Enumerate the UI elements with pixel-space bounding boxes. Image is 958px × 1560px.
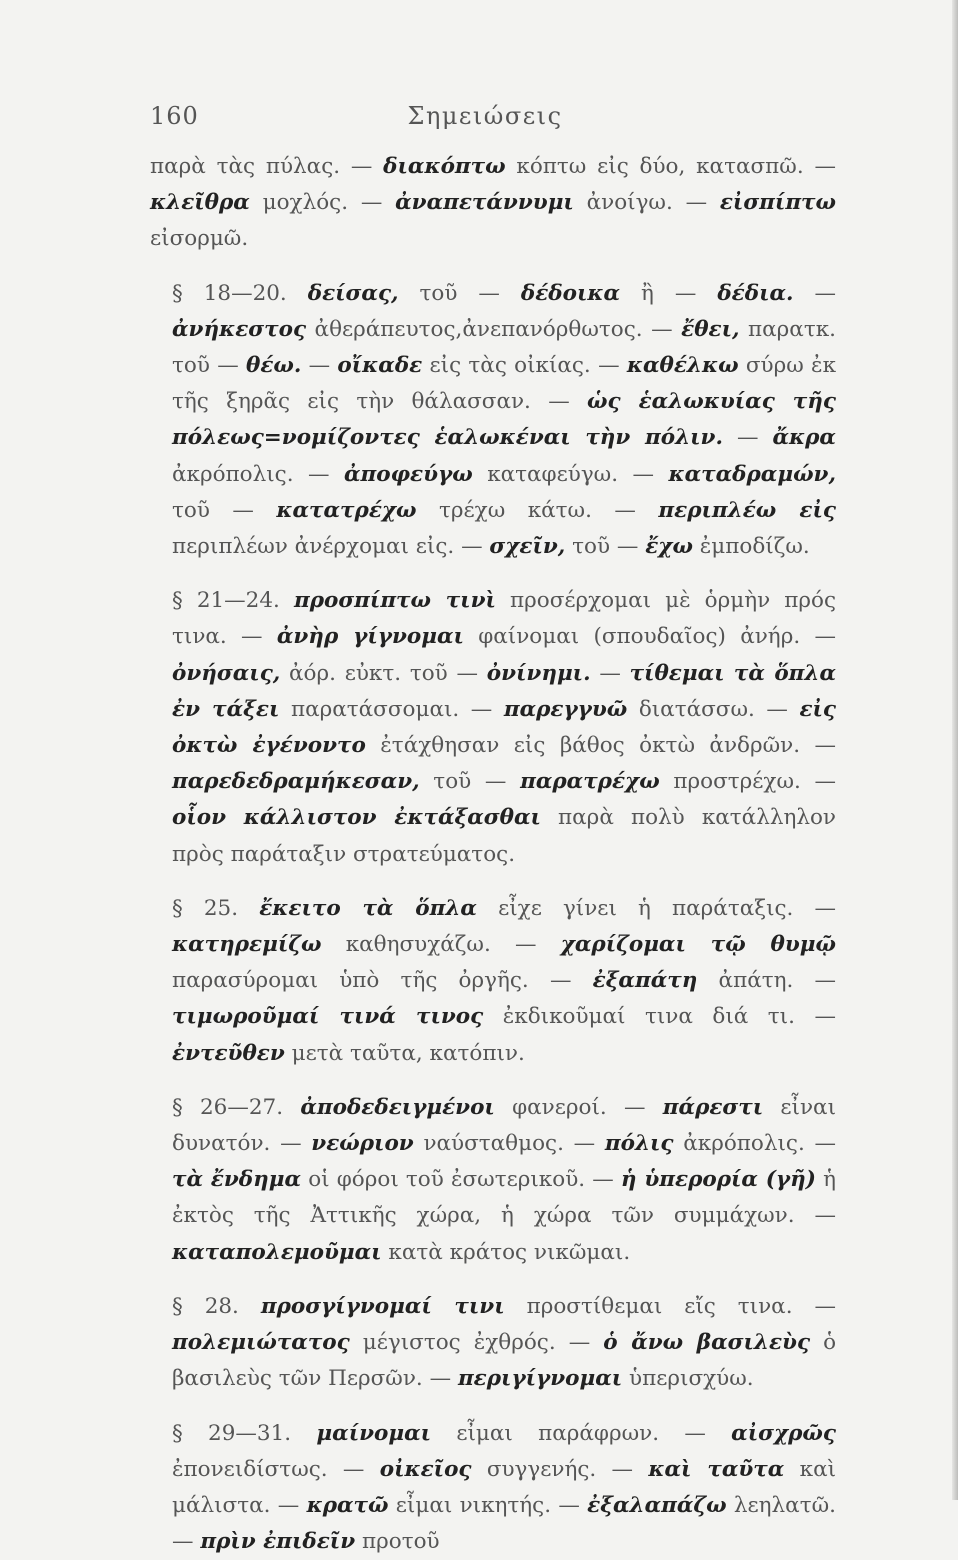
- dash-separator: —: [172, 1529, 200, 1554]
- lemma-term: τὰ ἔνδημα: [172, 1167, 301, 1192]
- section-marker: § 26—27.: [172, 1095, 283, 1120]
- gloss-text: παρὰ πολὺ κατάλληλον πρὸς παράταξιν στρατεύματος.: [172, 805, 836, 866]
- lemma-term: εἰσπίπτω: [720, 190, 836, 215]
- dash-separator: —: [241, 624, 277, 649]
- lemma-term: καὶ ταῦτα: [648, 1457, 784, 1482]
- lemma-term: ἀνήκεστος: [172, 317, 306, 342]
- lemma-term: παρεγγυῶ: [504, 697, 627, 722]
- dash-separator: —: [815, 1203, 837, 1228]
- lemma-term: ἐξαλαπάζω: [587, 1493, 726, 1518]
- lemma-term: ὀνίνημι.: [487, 661, 591, 686]
- gloss-text: παρατάσσομαι.: [291, 697, 459, 722]
- dash-separator: —: [548, 389, 587, 414]
- lemma-term: ἐξαπάτη: [593, 968, 698, 993]
- note-paragraph: [150, 583, 836, 873]
- dash-separator: —: [351, 154, 383, 179]
- lemma-term: ἐντεῦθεν: [172, 1041, 285, 1066]
- lemma-term: τίθεμαι τὰ ὅπλα ἐν τάξει: [172, 661, 836, 722]
- gloss-text: κατὰ κράτος νικῶμαι.: [388, 1240, 630, 1265]
- dash-separator: —: [617, 534, 645, 559]
- dash-separator: —: [471, 697, 504, 722]
- gloss-text: εἶχε γίνει ἡ παράταξις.: [498, 896, 793, 921]
- gloss-text: παρασύρομαι ὑπὸ τῆς ὀργῆς.: [172, 968, 529, 993]
- dash-separator: —: [814, 624, 836, 649]
- gloss-text: τοῦ: [420, 281, 458, 306]
- gloss-text: οἱ φόροι τοῦ ἐσωτερικοῦ.: [308, 1167, 585, 1192]
- lemma-term: ἔθει,: [681, 317, 739, 342]
- lemma-term: καθέλκω: [627, 353, 739, 378]
- lemma-term: κρατῶ: [307, 1493, 389, 1518]
- section-marker: § 25.: [172, 896, 238, 921]
- dash-separator: —: [815, 896, 837, 921]
- gloss-text: προτοῦ: [362, 1529, 440, 1554]
- dash-separator: —: [815, 769, 837, 794]
- lemma-term: θέω.: [246, 353, 301, 378]
- lemma-term: ἔχω: [645, 534, 693, 559]
- gloss-text: ἀνοίγω.: [587, 190, 673, 215]
- page-number: 160: [150, 102, 199, 130]
- gloss-text: εἶναι δυνατόν.: [172, 1095, 836, 1156]
- lemma-term: δέδια.: [717, 281, 793, 306]
- lemma-term: περιπλέω εἰς: [658, 498, 836, 523]
- dash-separator: —: [815, 968, 837, 993]
- dash-separator: —: [599, 661, 629, 686]
- gloss-text: τοῦ: [172, 498, 210, 523]
- note-paragraph: [150, 891, 836, 1072]
- lemma-term: παρεδεδραμήκεσαν,: [172, 769, 420, 794]
- lemma-term: προσγίγνομαί τινι: [261, 1294, 505, 1319]
- dash-separator: —: [814, 281, 836, 306]
- gloss-text: παρὰ τὰς πύλας.: [150, 154, 340, 179]
- dash-separator: —: [478, 281, 520, 306]
- dash-separator: —: [814, 154, 836, 179]
- lemma-term: οἷον κάλλιστον ἐκτάξασθαι: [172, 805, 541, 830]
- gloss-text: καθησυχάζω.: [346, 932, 491, 957]
- dash-separator: —: [558, 1493, 587, 1518]
- gloss-text: ἀκρόπολις.: [683, 1131, 805, 1156]
- lemma-term: μαίνομαι: [316, 1421, 431, 1446]
- gloss-text: ἢ: [641, 281, 654, 306]
- dash-separator: —: [684, 1421, 731, 1446]
- dash-separator: —: [361, 190, 395, 215]
- dash-separator: —: [598, 353, 627, 378]
- lemma-term: παρατρέχω: [520, 769, 660, 794]
- gloss-text: ἐτάχθησαν εἰς βάθος ὀκτὼ ἀνδρῶν.: [380, 733, 800, 758]
- lemma-term: καταδραμών,: [668, 462, 835, 487]
- gloss-text: μετὰ ταῦτα, κατόπιν.: [292, 1041, 525, 1066]
- notes-body: [150, 149, 836, 1560]
- gloss-text: ἀόρ. εὐκτ. τοῦ: [289, 661, 448, 686]
- lemma-term: περιγίγνομαι: [458, 1366, 622, 1391]
- gloss-text: εἰς τὰς οἰκίας.: [430, 353, 591, 378]
- running-title: Σημειώσεις: [150, 102, 820, 130]
- dash-separator: —: [278, 1493, 307, 1518]
- dash-separator: —: [815, 1294, 837, 1319]
- dash-separator: —: [232, 498, 276, 523]
- dash-separator: —: [686, 190, 720, 215]
- dash-separator: —: [612, 1457, 649, 1482]
- note-paragraph: [150, 1416, 836, 1560]
- note-paragraph: [150, 149, 836, 258]
- dash-separator: —: [651, 317, 681, 342]
- gloss-text: φαίνομαι (σπουδαῖος) ἀνήρ.: [478, 624, 800, 649]
- gloss-text: ἀπάτη.: [719, 968, 794, 993]
- gloss-text: καὶ μάλιστα.: [172, 1457, 836, 1518]
- gloss-text: προστίθεμαι εἴς τινα.: [527, 1294, 793, 1319]
- lemma-term: πολεμιώτατος: [172, 1330, 350, 1355]
- lemma-term: εἰς ὀκτὼ ἐγένοντο: [172, 697, 836, 758]
- section-marker: § 18—20.: [172, 281, 287, 306]
- gloss-text: ἡ ἐκτὸς τῆς Ἀττικῆς χώρα, ἡ χώρα τῶν συμμάχων.: [172, 1167, 836, 1228]
- gloss-text: διατάσσω.: [639, 697, 755, 722]
- dash-separator: —: [309, 353, 338, 378]
- lemma-term: ἀνὴρ γίγνομαι: [277, 624, 464, 649]
- dash-separator: —: [280, 1131, 311, 1156]
- lemma-term: κλεῖθρα: [150, 190, 250, 215]
- dash-separator: —: [430, 1366, 458, 1391]
- lemma-term: αἰσχρῶς: [731, 1421, 836, 1446]
- dash-separator: —: [624, 1095, 663, 1120]
- dash-separator: —: [343, 1457, 380, 1482]
- gloss-text: ἀκρόπολις.: [172, 462, 294, 487]
- page-header: [150, 102, 820, 142]
- lemma-term: τιμωροῦμαί τινά τινος: [172, 1004, 483, 1029]
- lemma-term: καταπολεμοῦμαι: [172, 1240, 382, 1265]
- gloss-text: εἰσορμῶ.: [150, 226, 248, 251]
- lemma-term: ἀποφεύγω: [344, 462, 473, 487]
- page-edge-shadow: [952, 0, 958, 1500]
- lemma-term: οἰκεῖος: [380, 1457, 472, 1482]
- lemma-term: δέδοικα: [521, 281, 620, 306]
- gloss-text: εἶμαι παράφρων.: [456, 1421, 659, 1446]
- gloss-text: φανεροί.: [512, 1095, 607, 1120]
- gloss-text: προσέρχομαι μὲ ὁρμὴν πρός τινα.: [172, 588, 836, 649]
- dash-separator: —: [485, 769, 520, 794]
- lemma-term: κατηρεμίζω: [172, 932, 321, 957]
- dash-separator: —: [456, 661, 486, 686]
- lemma-term: ὀνήσαις,: [172, 661, 280, 686]
- lemma-term: προσπίπτω τινὶ: [294, 588, 496, 613]
- lemma-term: ἄκρα: [772, 425, 836, 450]
- gloss-text: μέγιστος ἐχθρός.: [363, 1330, 556, 1355]
- lemma-term: δείσας,: [308, 281, 399, 306]
- dash-separator: —: [592, 1167, 621, 1192]
- gloss-text: καταφεύγω.: [487, 462, 618, 487]
- dash-separator: —: [614, 498, 658, 523]
- lemma-term: κατατρέχω: [276, 498, 416, 523]
- gloss-text: τρέχω κάτω.: [439, 498, 592, 523]
- section-marker: § 29—31.: [172, 1421, 291, 1446]
- lemma-term: πρὶν ἐπιδεῖν: [200, 1529, 355, 1554]
- gloss-text: τοῦ: [433, 769, 471, 794]
- lemma-term: χαρίζομαι τῷ θυμῷ: [561, 932, 836, 957]
- gloss-text: εἶμαι νικητής.: [396, 1493, 551, 1518]
- gloss-text: προστρέχω.: [673, 769, 800, 794]
- lemma-term: πόλις: [605, 1131, 674, 1156]
- dash-separator: —: [633, 462, 669, 487]
- dash-separator: —: [737, 425, 773, 450]
- gloss-text: λεηλατῶ.: [734, 1493, 836, 1518]
- lemma-term: πάρεστι: [663, 1095, 763, 1120]
- dash-separator: —: [814, 733, 836, 758]
- lemma-term: οἴκαδε: [337, 353, 422, 378]
- dash-separator: —: [308, 462, 344, 487]
- gloss-text: ἐπονειδίστως.: [172, 1457, 328, 1482]
- lemma-term: διακόπτω: [383, 154, 505, 179]
- lemma-term: ἀποδεδειγμένοι: [300, 1095, 495, 1120]
- gloss-text: κόπτω εἰς δύο, κατασπῶ.: [516, 154, 803, 179]
- dash-separator: —: [461, 534, 489, 559]
- gloss-text: σύρω ἐκ τῆς ξηρᾶς εἰς τὴν θάλασσαν.: [172, 353, 836, 414]
- note-paragraph: [150, 276, 836, 566]
- note-paragraph: [150, 1289, 836, 1398]
- note-paragraph: [150, 1090, 836, 1271]
- section-marker: § 21—24.: [172, 588, 280, 613]
- gloss-text: ἐμποδίζω.: [700, 534, 810, 559]
- dash-separator: —: [675, 281, 717, 306]
- lemma-term: ἔκειτο τὰ ὅπλα: [259, 896, 477, 921]
- gloss-text: ναύσταθμος.: [423, 1131, 564, 1156]
- dash-separator: —: [515, 932, 561, 957]
- gloss-text: μοχλός.: [263, 190, 348, 215]
- dash-separator: —: [815, 1131, 837, 1156]
- lemma-term: σχεῖν,: [489, 534, 565, 559]
- section-marker: § 28.: [172, 1294, 239, 1319]
- gloss-text: ὑπερισχύω.: [629, 1366, 754, 1391]
- dash-separator: —: [766, 697, 799, 722]
- gloss-text: ἐκδικοῦμαί τινα διά τι.: [503, 1004, 795, 1029]
- dash-separator: —: [217, 353, 246, 378]
- gloss-text: περιπλέων ἀνέρχομαι εἰς.: [172, 534, 454, 559]
- gloss-text: συγγενής.: [487, 1457, 596, 1482]
- dash-separator: —: [574, 1131, 605, 1156]
- gloss-text: παρατκ. τοῦ: [172, 317, 836, 378]
- gloss-text: ἀθεράπευτος,ἀνεπανόρθωτος.: [315, 317, 643, 342]
- dash-separator: —: [814, 1004, 836, 1029]
- gloss-text: ὁ βασιλεὺς τῶν Περσῶν.: [172, 1330, 836, 1391]
- dash-separator: —: [569, 1330, 604, 1355]
- lemma-term: ἡ ὑπερορία (γῆ): [621, 1167, 816, 1192]
- lemma-term: νεώριον: [311, 1131, 413, 1156]
- lemma-term: ὡς ἑαλωκυίας τῆς πόλεως=νομίζοντες ἑαλωκέναι τὴν πόλιν.: [172, 389, 836, 450]
- gloss-text: τοῦ: [572, 534, 610, 559]
- lemma-term: ὁ ἄνω βασιλεὺς: [603, 1330, 810, 1355]
- dash-separator: —: [550, 968, 593, 993]
- lemma-term: ἀναπετάννυμι: [395, 190, 574, 215]
